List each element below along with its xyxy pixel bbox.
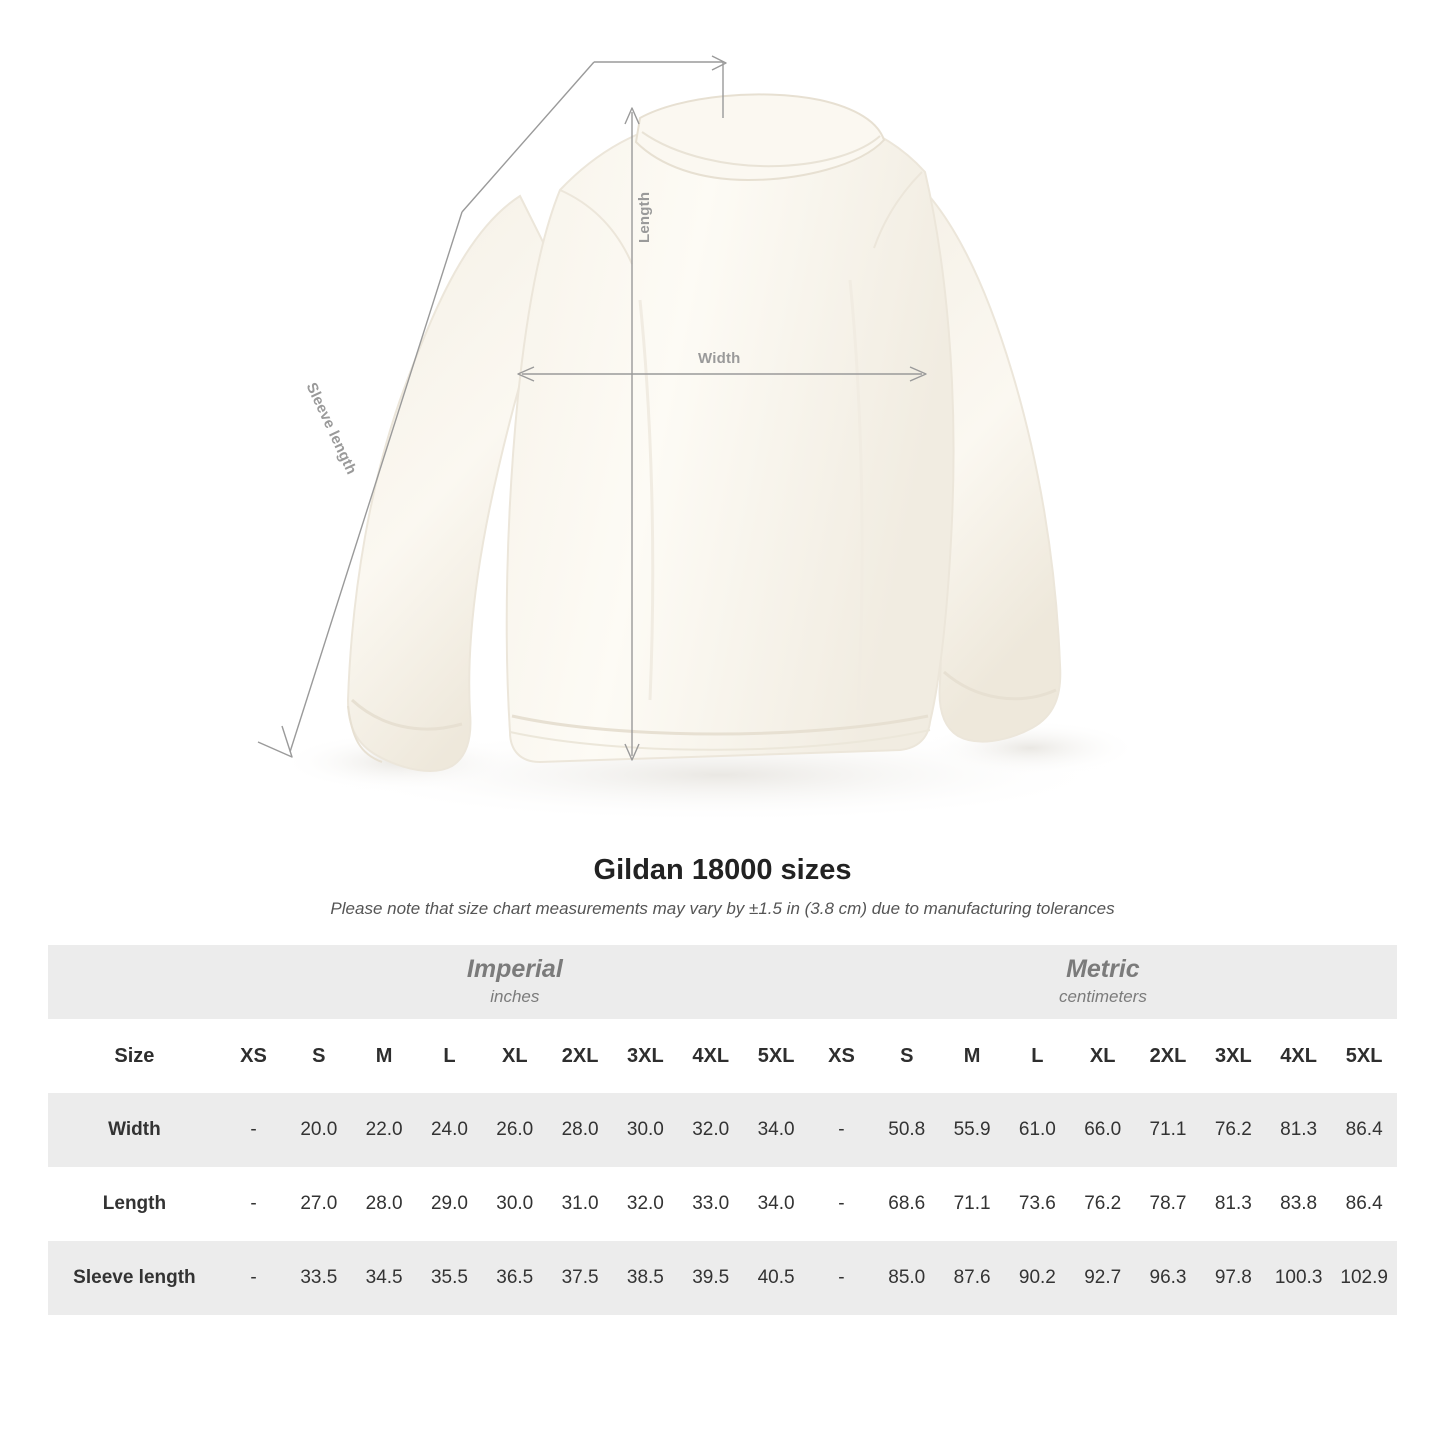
cell-width-imperial-7: 32.0 [678,1093,743,1167]
cell-sleeve-imperial-2: 34.5 [351,1241,416,1315]
cell-sleeve-metric-1: 85.0 [874,1241,939,1315]
cell-width-metric-5: 71.1 [1135,1093,1200,1167]
cell-width-imperial-0: - [221,1093,286,1167]
cell-width-imperial-1: 20.0 [286,1093,351,1167]
cell-length-imperial-3: 29.0 [417,1167,482,1241]
unit-sub-metric: centimeters [1058,986,1147,1006]
cell-width-metric-8: 86.4 [1331,1093,1397,1167]
cell-sleeve-imperial-0: - [221,1241,286,1315]
page-title: Gildan 18000 sizes [593,854,852,886]
cell-length-imperial-2: 28.0 [351,1167,416,1241]
cell-sleeve-metric-0: - [809,1241,874,1315]
unit-header-spacer [48,945,221,1019]
cell-length-imperial-8: 34.0 [743,1167,808,1241]
size-table-wrapper [48,945,1397,1315]
size-header-imperial-m: M [351,1019,416,1093]
cell-width-metric-6: 76.2 [1201,1093,1266,1167]
cell-width-imperial-3: 24.0 [417,1093,482,1167]
table-row [48,1241,1397,1315]
cell-length-metric-4: 76.2 [1070,1167,1135,1241]
unit-name-metric: Metric [1066,954,1140,983]
size-table [48,945,1397,1315]
cell-sleeve-metric-7: 100.3 [1266,1241,1331,1315]
size-header-imperial-3xl: 3XL [613,1019,678,1093]
size-header-imperial-4xl: 4XL [678,1019,743,1093]
size-header-metric-4xl: 4XL [1266,1019,1331,1093]
cell-sleeve-metric-5: 96.3 [1135,1241,1200,1315]
cell-width-imperial-6: 30.0 [613,1093,678,1167]
cell-length-metric-2: 71.1 [939,1167,1004,1241]
size-header-metric-3xl: 3XL [1201,1019,1266,1093]
cell-sleeve-metric-6: 97.8 [1201,1241,1266,1315]
cell-length-metric-7: 83.8 [1266,1167,1331,1241]
cell-width-imperial-2: 22.0 [351,1093,416,1167]
cell-length-metric-8: 86.4 [1331,1167,1397,1241]
cell-sleeve-imperial-5: 37.5 [547,1241,612,1315]
cell-sleeve-imperial-8: 40.5 [743,1241,808,1315]
cell-width-imperial-5: 28.0 [547,1093,612,1167]
cell-length-imperial-5: 31.0 [547,1167,612,1241]
cell-width-metric-2: 55.9 [939,1093,1004,1167]
unit-header-metric [809,945,1397,1019]
size-header-metric-l: L [1005,1019,1070,1093]
label-sleeve-length: Sleeve length [302,380,360,478]
cell-length-metric-6: 81.3 [1201,1167,1266,1241]
row-label-length: Length [48,1167,221,1241]
cell-length-metric-1: 68.6 [874,1167,939,1241]
row-label-sleeve-length: Sleeve length [48,1241,221,1315]
cell-width-metric-1: 50.8 [874,1093,939,1167]
size-header-metric-xl: XL [1070,1019,1135,1093]
unit-name-imperial: Imperial [466,954,563,983]
label-width: Width [698,350,741,367]
cell-length-imperial-7: 33.0 [678,1167,743,1241]
cell-sleeve-metric-3: 90.2 [1005,1241,1070,1315]
size-header-metric-5xl: 5XL [1331,1019,1397,1093]
cell-width-metric-0: - [809,1093,874,1167]
cell-sleeve-metric-8: 102.9 [1331,1241,1397,1315]
size-header-imperial-s: S [286,1019,351,1093]
size-header-imperial-2xl: 2XL [547,1019,612,1093]
size-header-metric-s: S [874,1019,939,1093]
cell-sleeve-imperial-4: 36.5 [482,1241,547,1315]
cell-width-imperial-8: 34.0 [743,1093,808,1167]
table-row [48,1093,1397,1167]
cell-sleeve-imperial-1: 33.5 [286,1241,351,1315]
column-header-size: Size [48,1019,221,1093]
cell-width-metric-3: 61.0 [1005,1093,1070,1167]
title-block [0,854,1445,919]
size-header-metric-m: M [939,1019,1004,1093]
size-header-imperial-xs: XS [221,1019,286,1093]
cell-sleeve-imperial-7: 39.5 [678,1241,743,1315]
row-label-width: Width [48,1093,221,1167]
cell-length-imperial-1: 27.0 [286,1167,351,1241]
cell-width-metric-7: 81.3 [1266,1093,1331,1167]
unit-header-imperial [221,945,809,1019]
unit-header-row [48,945,1397,1019]
size-header-row [48,1019,1397,1093]
size-header-imperial-5xl: 5XL [743,1019,808,1093]
cell-sleeve-metric-2: 87.6 [939,1241,1004,1315]
cell-length-metric-5: 78.7 [1135,1167,1200,1241]
size-header-metric-2xl: 2XL [1135,1019,1200,1093]
cell-sleeve-metric-4: 92.7 [1070,1241,1135,1315]
unit-sub-imperial: inches [490,986,540,1006]
cell-length-metric-0: - [809,1167,874,1241]
cell-sleeve-imperial-6: 38.5 [613,1241,678,1315]
cell-length-imperial-0: - [221,1167,286,1241]
cell-sleeve-imperial-3: 35.5 [417,1241,482,1315]
cell-width-metric-4: 66.0 [1070,1093,1135,1167]
label-length: Length [636,191,653,243]
size-header-imperial-xl: XL [482,1019,547,1093]
cell-length-imperial-4: 30.0 [482,1167,547,1241]
tolerance-note: Please note that size chart measurements may vary by ±1.5 in (3.8 cm) due to manufacturing tolerances [330,899,1115,918]
table-row [48,1167,1397,1241]
cell-length-imperial-6: 32.0 [613,1167,678,1241]
size-header-imperial-l: L [417,1019,482,1093]
size-header-metric-xs: XS [809,1019,874,1093]
cell-width-imperial-4: 26.0 [482,1093,547,1167]
cell-length-metric-3: 73.6 [1005,1167,1070,1241]
